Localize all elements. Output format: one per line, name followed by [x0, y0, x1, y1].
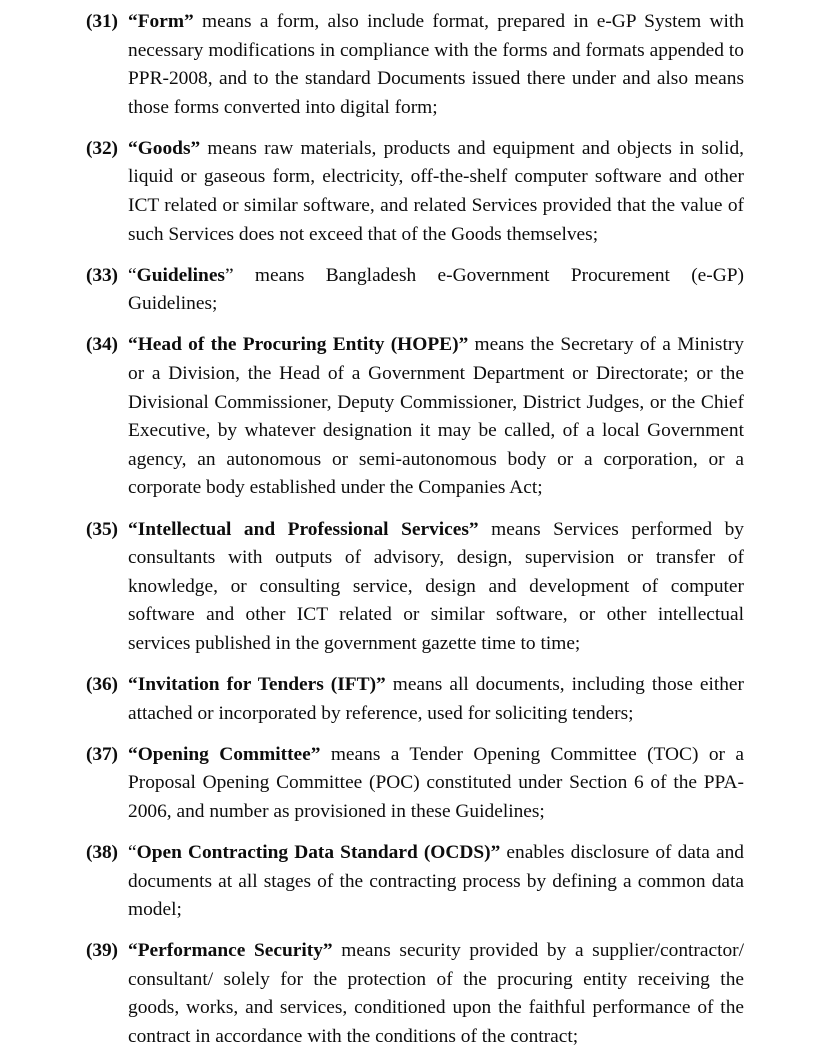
clause-number: (38) — [86, 841, 118, 863]
defined-term: Form — [137, 11, 185, 32]
definition-body: means the Secretary of a Ministry or a Division, the Head of a Government Department or Directorate; or the Divisional Commissioner, Deputy Commissioner, District Judges, or the Chief Executive, by whatever designation it may be called, of a local Government agency, an autonomous or semi-autonomous body or a corporation, or a corporate body established under the Companies Act; — [128, 334, 745, 499]
definition-body: means a Tender Opening Committee (TOC) or a Proposal Opening Committee (POC) constituted under Section 6 of the PPA-2006, and number as provisioned in these Guidelines; — [128, 743, 744, 822]
clause-item — [86, 516, 744, 659]
clause-item — [86, 671, 744, 728]
open-quote-mark: “ — [128, 518, 138, 540]
clause-number: (35) — [86, 518, 118, 540]
open-quote-mark: “ — [128, 673, 138, 695]
open-quote-mark: “ — [128, 940, 138, 962]
close-quote-mark: ” — [490, 841, 501, 863]
close-quote-mark: ” — [322, 940, 333, 962]
open-quote-mark: “ — [128, 743, 138, 765]
definition-body: means security provided by a supplier/contractor/ consultant/ solely for the protection of the procuring entity receiving the goods, works, and services, conditioned upon the faithful performance of the contract in accordance with the conditions of the contract; — [128, 940, 745, 1047]
clause-item — [86, 262, 744, 319]
defined-term: Invitation for Tenders (IFT) — [137, 673, 377, 695]
clause-text — [128, 671, 744, 728]
clause-text — [128, 8, 744, 122]
open-quote-mark: “ — [128, 841, 137, 863]
clause-number: (37) — [86, 743, 118, 765]
defined-term: Open Contracting Data Standard (OCDS) — [136, 841, 491, 863]
clause-item — [86, 839, 744, 925]
defined-term: Performance Security — [137, 940, 323, 962]
clause-text — [128, 331, 744, 503]
definition-body: means raw materials, products and equipment and objects in solid, liquid or gaseous form, electricity, off-the-shelf computer software and other ICT related or similar software, and related Services provided that the value of such Services does not exceed that of the Goods themselves; — [128, 137, 744, 245]
close-quote-mark: ” — [458, 334, 469, 356]
open-quote-mark: “ — [128, 137, 138, 159]
clause-number: (33) — [86, 264, 118, 286]
close-quote-mark: ” — [468, 518, 479, 540]
clause-list — [86, 8, 744, 1052]
defined-term: Opening Committee — [137, 743, 311, 765]
close-quote-mark: ” — [190, 137, 201, 159]
clause-text — [128, 937, 744, 1051]
open-quote-mark: “ — [128, 11, 138, 32]
clause-text — [128, 516, 744, 659]
clause-text — [128, 262, 744, 319]
close-quote-mark: ” — [376, 673, 386, 695]
defined-term: Guidelines — [136, 264, 225, 286]
definition-body: means Bangladesh e-Government Procurement (e-GP) Guidelines; — [128, 264, 744, 315]
clause-item — [86, 937, 744, 1051]
close-quote-mark: ” — [224, 264, 234, 286]
definition-body: means all documents, including those either attached or incorporated by reference, used for soliciting tenders; — [128, 673, 744, 724]
clause-number: (34) — [86, 334, 118, 356]
defined-term: Head of the Procuring Entity (HOPE) — [137, 334, 459, 356]
clause-item — [86, 331, 744, 503]
defined-term: Goods — [137, 137, 191, 159]
clause-text — [128, 741, 744, 827]
clause-number: (31) — [86, 11, 118, 32]
definition-body: enables disclosure of data and documents at all stages of the contracting process by defining a common data model; — [128, 841, 744, 921]
clause-text — [128, 839, 744, 925]
close-quote-mark: ” — [310, 743, 321, 765]
definition-body: means a form, also include format, prepared in e-GP System with necessary modifications in compliance with the forms and formats appended to PPR-2008, and to the standard Documents issued there under and also means those forms converted into digital form; — [128, 11, 744, 118]
definition-body: means Services performed by consultants with outputs of advisory, design, supervision or transfer of knowledge, or consulting service, design and development of computer software and other ICT related or similar software, or other intellectual services published in the government gazette time to time; — [128, 518, 744, 654]
clause-item — [86, 8, 744, 122]
clause-item — [86, 135, 744, 249]
clause-item — [86, 741, 744, 827]
open-quote-mark: “ — [128, 334, 138, 356]
clause-text — [128, 135, 744, 249]
clause-number: (36) — [86, 673, 118, 695]
clause-number: (39) — [86, 940, 118, 962]
open-quote-mark: “ — [128, 264, 137, 286]
clause-number: (32) — [86, 137, 118, 159]
defined-term: Intellectual and Professional Services — [137, 518, 469, 540]
close-quote-mark: ” — [184, 11, 194, 32]
